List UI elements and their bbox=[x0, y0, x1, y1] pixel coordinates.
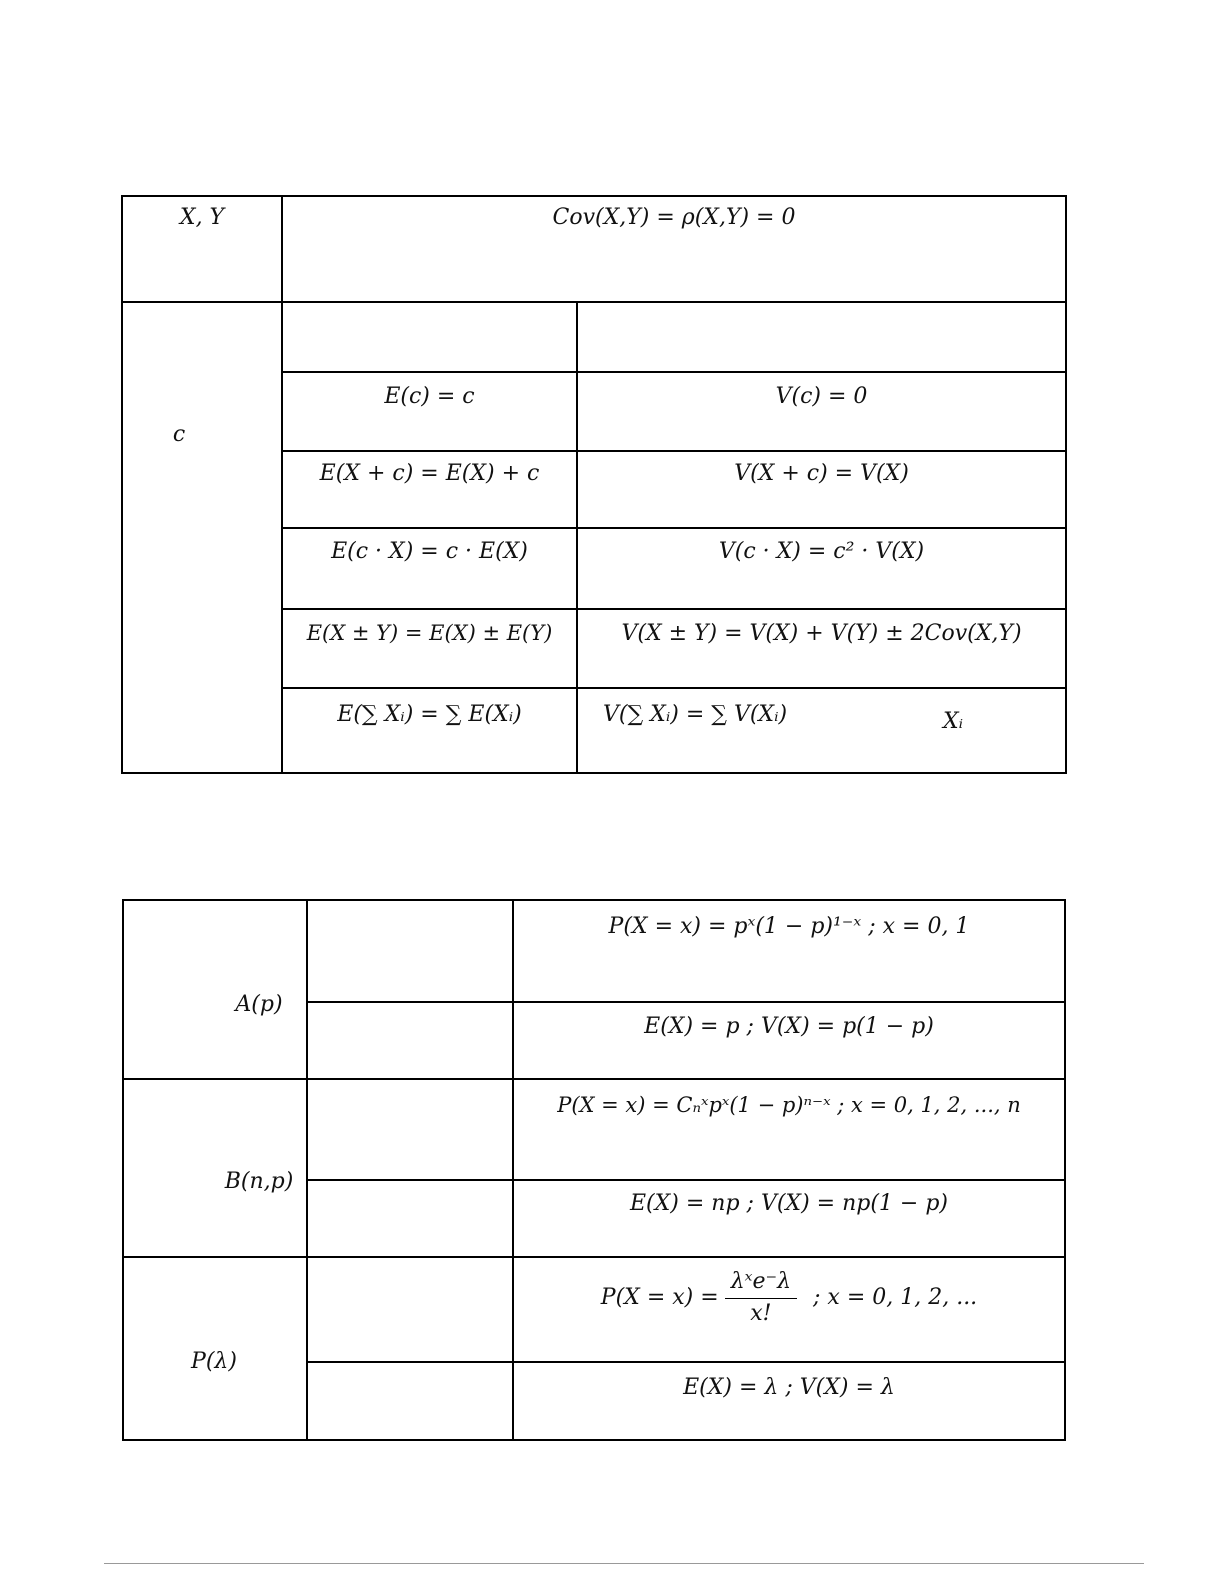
independence-formula: Cov(X,Y) = ρ(X,Y) = 0 bbox=[552, 205, 796, 230]
distributions-table bbox=[122, 899, 1066, 1441]
constant-label: c bbox=[172, 422, 186, 447]
variance-sum-many: V(∑ Xᵢ) = ∑ V(Xᵢ) bbox=[603, 702, 788, 727]
bernoulli-moments: E(X) = p ; V(X) = p(1 − p) bbox=[644, 1014, 934, 1039]
binomial-label: B(n,p) bbox=[224, 1169, 294, 1194]
expectation-shift: E(X + c) = E(X) + c bbox=[319, 461, 540, 486]
table-rule bbox=[306, 1361, 1064, 1363]
variance-constant: V(c) = 0 bbox=[775, 384, 868, 409]
expectation-variance-table bbox=[121, 195, 1067, 774]
table-rule bbox=[512, 901, 514, 1439]
table-rule bbox=[281, 608, 1065, 610]
variance-scale: V(c · X) = c² · V(X) bbox=[718, 539, 925, 564]
variance-sum-pair: V(X ± Y) = V(X) + V(Y) ± 2Cov(X,Y) bbox=[621, 621, 1022, 646]
table-rule bbox=[281, 450, 1065, 452]
independence-label: X, Y bbox=[179, 205, 225, 230]
table-rule bbox=[281, 371, 1065, 373]
expectation-scale: E(c · X) = c · E(X) bbox=[331, 539, 528, 564]
poisson-pmf-lhs: P(X = x) = bbox=[600, 1285, 719, 1310]
binomial-pmf: P(X = x) = Cₙˣpˣ(1 − p)ⁿ⁻ˣ ; x = 0, 1, 2, ..., n bbox=[557, 1093, 1021, 1117]
footer-rule bbox=[104, 1563, 1144, 1564]
table-rule bbox=[281, 527, 1065, 529]
poisson-fraction bbox=[725, 1269, 797, 1326]
expectation-constant: E(c) = c bbox=[384, 384, 475, 409]
table-rule bbox=[281, 687, 1065, 689]
expectation-sum-pair: E(X ± Y) = E(X) ± E(Y) bbox=[306, 621, 553, 645]
table-rule bbox=[306, 1179, 1064, 1181]
poisson-pmf-rhs: ; x = 0, 1, 2, ... bbox=[813, 1285, 978, 1310]
poisson-moments: E(X) = λ ; V(X) = λ bbox=[683, 1375, 895, 1400]
bernoulli-pmf: P(X = x) = pˣ(1 − p)¹⁻ˣ ; x = 0, 1 bbox=[608, 914, 970, 939]
binomial-moments: E(X) = np ; V(X) = np(1 − p) bbox=[629, 1191, 948, 1216]
independent-variables-note: Xᵢ bbox=[942, 709, 964, 734]
table-rule bbox=[124, 1256, 1064, 1258]
table-rule bbox=[306, 1001, 1064, 1003]
poisson-fraction-denominator: x! bbox=[750, 1301, 772, 1326]
variance-shift: V(X + c) = V(X) bbox=[734, 461, 909, 486]
poisson-pmf bbox=[514, 1269, 1064, 1326]
poisson-label: P(λ) bbox=[191, 1349, 237, 1374]
table-rule bbox=[124, 1078, 1064, 1080]
bernoulli-label: A(p) bbox=[235, 992, 283, 1017]
expectation-sum-many: E(∑ Xᵢ) = ∑ E(Xᵢ) bbox=[337, 702, 522, 727]
poisson-fraction-numerator: λˣe⁻λ bbox=[725, 1269, 797, 1299]
table-rule bbox=[123, 301, 1065, 303]
